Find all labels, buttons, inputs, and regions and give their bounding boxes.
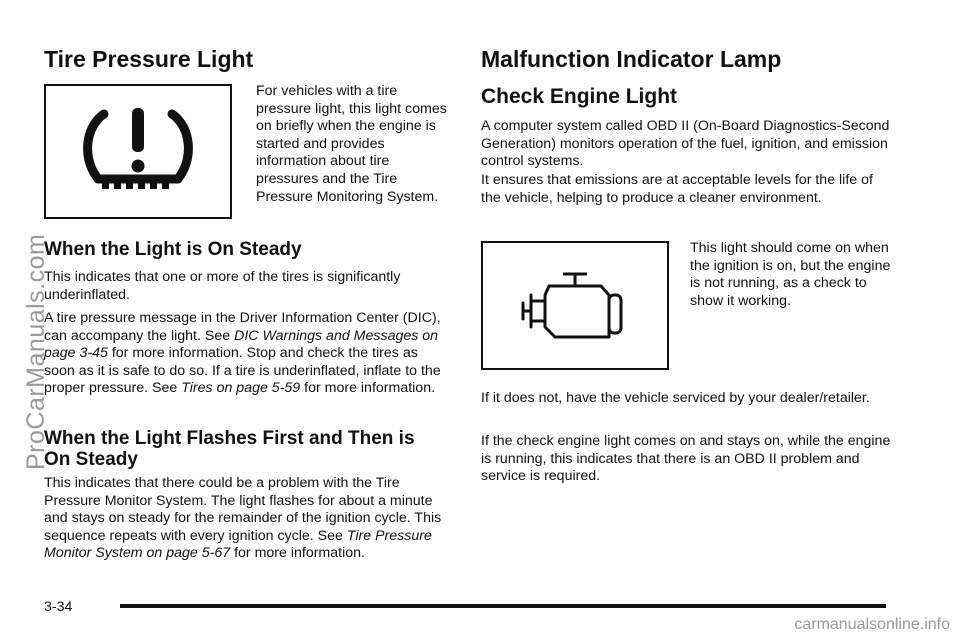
obd-problem-paragraph: If the check engine light comes on and stays on, while the engine is running, this indicates that there is an OBD II problem and service is required. (481, 433, 891, 485)
tire-pressure-monitor-reference-link[interactable]: Tire Pressure Monitor System on page 5-67 (44, 527, 432, 562)
footer-rule (120, 604, 886, 608)
tire-pressure-intro: For vehicles with a tire pressure light, this light comes on briefly when the engine is started and provides information about tire pressures and the Tire Pressure Monitoring System. (256, 83, 447, 205)
steady-paragraph-2 (44, 310, 452, 398)
dic-warnings-reference-link[interactable]: DIC Warnings and Messages on page 3-45 (44, 327, 439, 362)
tires-reference-link[interactable]: Tires on page 5-59 (181, 380, 301, 397)
flashes-paragraph (44, 475, 442, 563)
tire-pressure-warning-icon (46, 86, 230, 217)
carmanualsonline-watermark: carmanualsonline.info (794, 616, 950, 633)
steady-p2-text-a: A tire pressure message in the Driver Information Center (DIC), can accompany the light. See (44, 310, 441, 344)
page-number: 3-34 (44, 599, 73, 615)
light-flashes-heading-line-2: On Steady (44, 449, 138, 470)
check-engine-icon-box (481, 241, 669, 370)
flashes-text-a: This indicates that there could be a problem with the Tire Pressure Monitor System. The light flashes for about a minute and stays on steady for the remainder of the ignition cycle. This sequence repeats with every ignition cycle. See (44, 475, 442, 544)
obd-paragraph-2: It ensures that emissions are at acceptable levels for the life of the vehicle, helping to produce a cleaner environment. (481, 172, 873, 206)
tire-pressure-icon-box (44, 84, 232, 219)
procarmanuals-watermark: ProCarManuals.com (22, 233, 50, 470)
obd-paragraph-1: A computer system called OBD II (On-Board Diagnostics-Second Generation) monitors operation of the fuel, ignition, and emission control systems. (481, 118, 890, 170)
check-engine-beside-icon-text: This light should come on when the ignition is on, but the engine is not running, as a check to show it working. (690, 240, 891, 309)
tire-pressure-light-heading: Tire Pressure Light (44, 46, 254, 72)
service-paragraph: If it does not, have the vehicle serviced by your dealer/retailer. (481, 390, 870, 406)
check-engine-light-heading: Check Engine Light (481, 85, 678, 108)
flashes-text-b: for more information. (230, 545, 365, 562)
steady-paragraph-1: This indicates that one or more of the tires is significantly underinflated. (44, 269, 401, 303)
malfunction-indicator-heading: Malfunction Indicator Lamp (481, 46, 782, 72)
light-on-steady-heading: When the Light is On Steady (44, 239, 302, 260)
check-engine-icon (483, 243, 667, 368)
steady-p2-text-c: for more information. (300, 380, 436, 397)
light-flashes-heading-line-1: When the Light Flashes First and Then is (44, 428, 415, 449)
steady-p2-text-b: for more information. Stop and check the tires as soon as it is safe to do so. If a tire is underinflated, inflate to the proper pressure. See (44, 345, 441, 397)
